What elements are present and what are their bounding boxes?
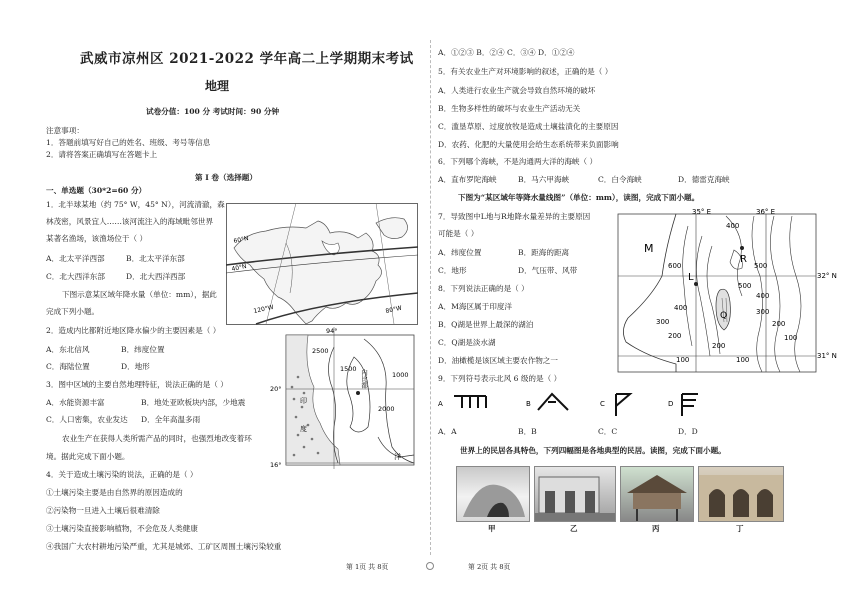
lat-label-31: 31° N xyxy=(817,352,837,360)
intro-text: 世界上的民居各具特色，下列四幅图是各地典型的民居。读图，完成下面小题。 xyxy=(460,446,726,455)
question-text: 1．北半球某地（约 75° W，45° N），河流清澈，森 xyxy=(46,200,225,209)
subject-title: 地理 xyxy=(205,79,230,93)
wind-label-b: B xyxy=(526,400,531,408)
isoline-label: 500 xyxy=(738,282,752,290)
lat-label-60: 60°N xyxy=(232,234,250,245)
isoline-label: 200 xyxy=(712,342,726,350)
option-c: C．海陆位置 xyxy=(46,362,90,371)
wind-symbol-a xyxy=(454,396,486,408)
dwelling-photo-bing xyxy=(620,466,694,522)
wind-symbol-b xyxy=(538,394,568,410)
isoline-label: 500 xyxy=(754,262,768,270)
point-label-l: L xyxy=(688,272,694,283)
option-d: D．农药、化肥的大量使用会给生态系统带来负面影响 xyxy=(438,140,619,149)
page-footer: 第 2页 共 8页 xyxy=(468,563,511,571)
photo-label-ding: 丁 xyxy=(736,524,744,533)
option-d: D．油橄榄是该区域主要农作物之一 xyxy=(438,356,558,365)
option-b: B．B xyxy=(518,427,537,436)
wind-label-d: D xyxy=(668,400,674,408)
isoline-label: 400 xyxy=(674,304,688,312)
isoline-label: 100 xyxy=(784,334,798,342)
option-d: D．地形 xyxy=(121,362,150,371)
section-title: 第 I 卷（选择题） xyxy=(195,173,257,182)
option-b: B．马六甲海峡 xyxy=(518,175,570,184)
notice-item: 2．请将答案正确填写在答题卡上 xyxy=(46,150,158,159)
city-label-naypyidaw: 内比都 xyxy=(360,369,368,389)
point-label-r: R xyxy=(740,254,747,265)
question-text: 2．造成内比都附近地区降水偏少的主要因素是（ ） xyxy=(46,326,221,335)
option-b: B．纬度位置 xyxy=(121,345,165,354)
option-d: D．D xyxy=(678,427,698,436)
contour-label-2500: 2500 xyxy=(312,347,329,355)
wind-label-a: A xyxy=(438,400,443,408)
question-text: 4．关于造成土壤污染的说法，正确的是（ ） xyxy=(46,470,198,479)
sea-label: 度 xyxy=(300,425,307,433)
question-text: 林茂密，风景宜人……该河流注入的海域毗邻世界 xyxy=(46,217,214,226)
option-a: A．人类进行农业生产就会导致自然环境的破坏 xyxy=(438,86,596,95)
intro-text: 农业生产在获得人类所需产品的同时，也强烈地改变着环 xyxy=(62,434,252,443)
statement: ③土壤污染直接影响植物，不会危及人类健康 xyxy=(46,524,198,533)
option-d: D．德雷克海峡 xyxy=(678,175,730,184)
isoline-label: 600 xyxy=(668,262,682,270)
option-c: C．北大西洋东部 xyxy=(46,272,105,281)
option-c: C．Q湖是淡水湖 xyxy=(438,338,496,347)
contour-label-1500: 1500 xyxy=(340,365,357,373)
option-b: B．地处亚欧板块内部，少地震 xyxy=(141,398,246,407)
question-text: 3．图中区域的主要自然地理特征，说法正确的是（ ） xyxy=(46,380,228,389)
wind-symbol-c xyxy=(616,394,630,416)
question-text: 7．导致图中L地与R地降水量差异的主要原因 xyxy=(438,212,591,221)
question-text: 可能是（ ） xyxy=(438,229,479,238)
option-a: A．水能资源丰富 xyxy=(46,398,105,407)
sea-label: 印 xyxy=(300,397,307,405)
lat-label-16: 16° xyxy=(270,461,282,469)
option-a: A．东北信风 xyxy=(46,345,90,354)
page-footer: 第 1页 共 8页 xyxy=(346,563,389,571)
statement: ②污染物一旦进入土壤后很难清除 xyxy=(46,506,160,515)
intro-text: 下图为“某区域年等降水量线图”（单位：mm），读图，完成下面小题。 xyxy=(458,193,700,202)
right-page xyxy=(430,0,861,596)
point-label-m: M xyxy=(644,242,654,255)
statement: ④我国广大农村耕地污染严重，尤其是城郊、工矿区周围土壤污染较重 xyxy=(46,542,282,551)
isoline-label: 400 xyxy=(756,292,770,300)
question-text: 5．有关农业生产对环境影响的叙述，正确的是（ ） xyxy=(438,67,613,76)
exam-title: 武威市凉州区 2021-2022 学年高二上学期期末考试 xyxy=(80,51,414,67)
question-text: 8．下列说法正确的是（ ） xyxy=(438,284,529,293)
lat-label-20: 20° xyxy=(270,385,282,393)
option-a: A．纬度位置 xyxy=(438,248,482,257)
option-c: C．滥垦草原、过度放牧是造成土壤盐渍化的主要原因 xyxy=(438,122,619,131)
option-c: C．白令海峡 xyxy=(598,175,642,184)
option-c: C．人口密集，农业发达 xyxy=(46,415,128,424)
point-label-q: Q xyxy=(720,311,728,321)
intro-text: 完成下列小题。 xyxy=(46,307,100,316)
wind-label-c: C xyxy=(600,400,605,408)
option-b: B．距海的距离 xyxy=(518,248,570,257)
statement: ①土壤污染主要是由自然界的原因造成的 xyxy=(46,488,183,497)
exam-info: 试卷分值：100 分 考试时间：90 分钟 xyxy=(146,107,280,116)
lat-label-40: 40°N xyxy=(230,262,248,273)
q4-options: A．①②③ B．②④ C．③④ D．①②④ xyxy=(438,48,575,57)
dwelling-photo-ding xyxy=(698,466,784,522)
wind-symbol-d xyxy=(682,394,698,416)
intro-text: 境。据此完成下面小题。 xyxy=(46,452,130,461)
dwelling-photo-yi xyxy=(534,466,616,522)
option-a: A．M海区属于印度洋 xyxy=(438,302,513,311)
lat-label-32: 32° N xyxy=(817,272,837,280)
left-page xyxy=(0,0,430,596)
lon-label-36: 36° E xyxy=(756,208,776,216)
isoline-label: 300 xyxy=(756,308,770,316)
lon-label-120: 120°W xyxy=(252,303,275,315)
lon-label-80: 80°W xyxy=(384,304,403,315)
option-a: A．A xyxy=(438,427,457,436)
part-title: 一、单选题（30*2=60 分） xyxy=(46,186,147,195)
isoline-label: 200 xyxy=(668,332,682,340)
question-text: 某著名渔场，该渔场位于（ ） xyxy=(46,234,148,243)
photo-label-bing: 丙 xyxy=(652,524,660,533)
option-c: C．地形 xyxy=(438,266,467,275)
north-america-map xyxy=(226,203,418,325)
notice-item: 1．答题前填写好自己的姓名、班级、考号等信息 xyxy=(46,138,211,147)
option-a: A．北太平洋西部 xyxy=(46,254,105,263)
option-a: A．直布罗陀海峡 xyxy=(438,175,497,184)
isoline-label: 200 xyxy=(772,320,786,328)
option-d: D．北大西洋西部 xyxy=(126,272,186,281)
contour-label-2000: 2000 xyxy=(378,405,395,413)
isoline-map xyxy=(616,206,842,376)
lon-label-94: 94° xyxy=(326,327,338,335)
precipitation-map xyxy=(268,327,418,469)
intro-text: 下图示意某区域年降水量（单位：mm），据此 xyxy=(62,290,217,299)
isoline-label: 300 xyxy=(656,318,670,326)
dwelling-photo-jia xyxy=(456,466,530,522)
option-b: B．北太平洋东部 xyxy=(126,254,185,263)
sea-label: 洋 xyxy=(394,453,401,461)
notice-title: 注意事项： xyxy=(46,126,84,135)
option-c: C．C xyxy=(598,427,618,436)
isoline-label: 100 xyxy=(736,356,750,364)
option-d: D．气压带、风带 xyxy=(518,266,578,275)
contour-label-1000: 1000 xyxy=(392,371,409,379)
option-b: B．生物多样性的破坏与农业生产活动无关 xyxy=(438,104,581,113)
photo-label-jia: 甲 xyxy=(488,524,496,533)
photo-label-yi: 乙 xyxy=(570,524,578,533)
question-text: 9．下列符号表示北风 6 级的是（ ） xyxy=(438,374,562,383)
question-text: 6．下列哪个海峡，不是沟通两大洋的海峡（ ） xyxy=(438,157,598,166)
isoline-label: 100 xyxy=(676,356,690,364)
isoline-label: 400 xyxy=(726,222,740,230)
lon-label-35: 35° E xyxy=(692,208,712,216)
wind-symbols xyxy=(436,390,726,420)
option-d: D．全年高温多雨 xyxy=(141,415,201,424)
option-b: B．Q湖是世界上最深的湖泊 xyxy=(438,320,534,329)
